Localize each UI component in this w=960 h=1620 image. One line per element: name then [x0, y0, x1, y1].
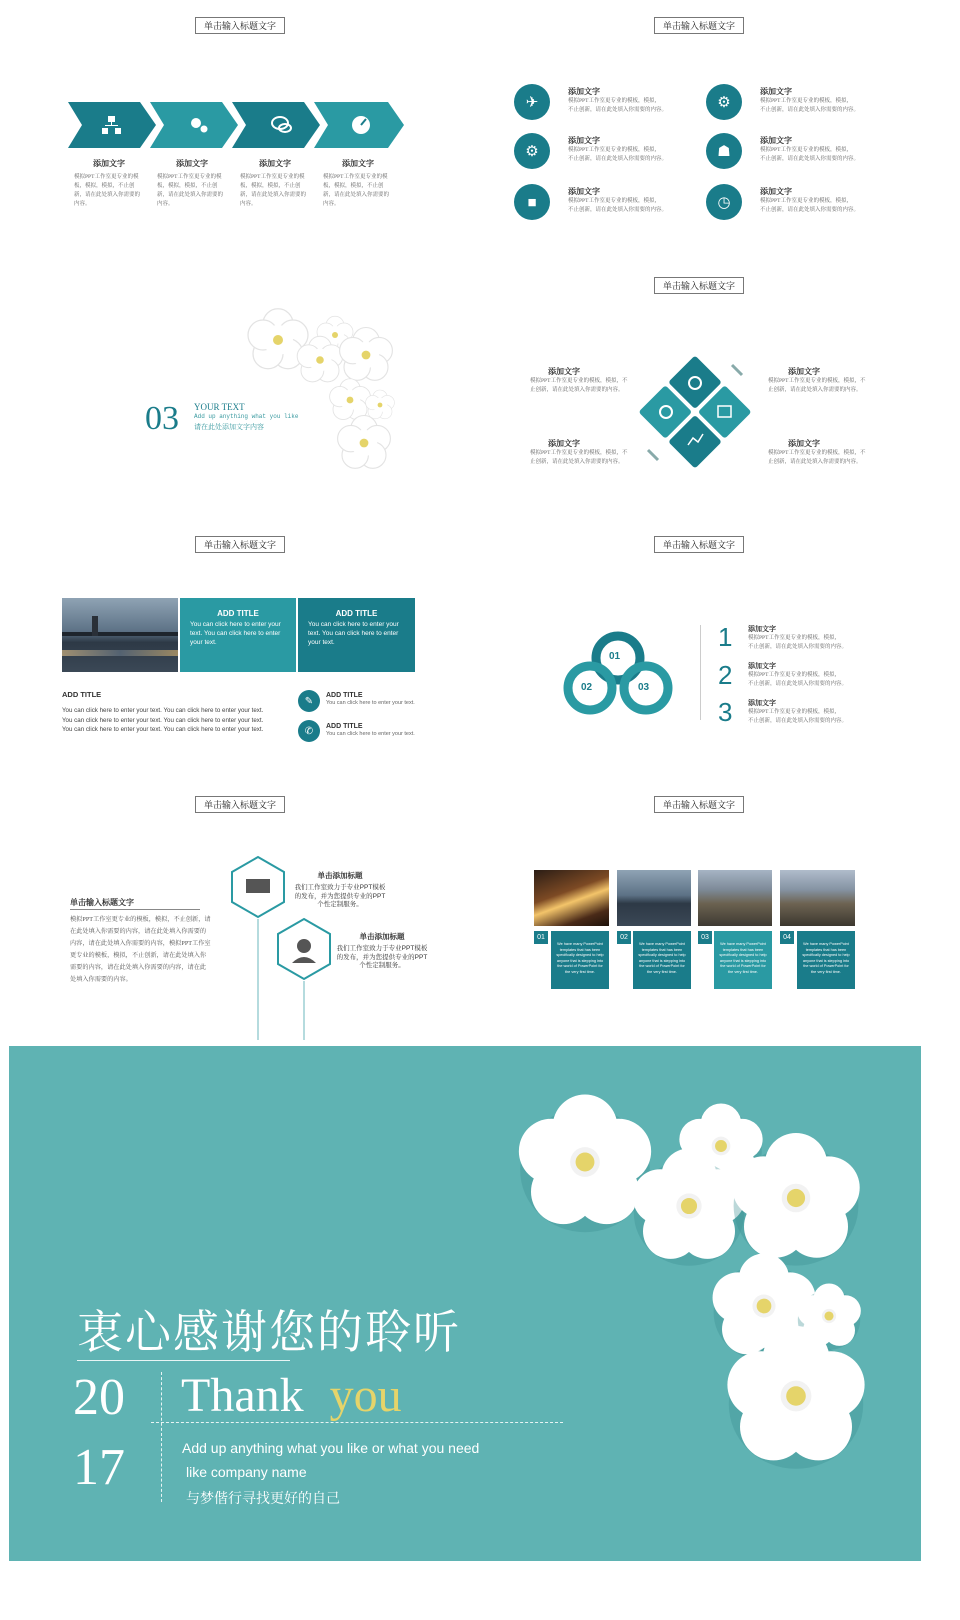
diamond-text-block [768, 366, 865, 395]
wrench-icon: ✎ [298, 690, 320, 712]
item-line: 模拟PPT工作室更专业的模板，模拟， [760, 98, 852, 104]
box-body: You can click here to enter your text. You can click here to enter your text. [190, 621, 281, 646]
item-line: 不止创新，请在此处填入你需要的内容。 [568, 207, 668, 213]
tagline-1: Add up anything what you like or what you need [182, 1440, 480, 1456]
item-heading: 添加文字 [748, 700, 776, 707]
item-line: 模拟PPT工作室更专业的模板，模拟，不 [768, 378, 866, 384]
title-box [180, 598, 296, 672]
item-body: 模拟PPT工作室更专业的模板，模拟，模拟，不止创新，请在此处填入你需要的内容。 [157, 174, 224, 207]
dashboard-icon [353, 116, 371, 134]
card-number: 02 [617, 931, 631, 944]
item-line: 止创新，请在此处填入你需要的内容。 [768, 459, 862, 465]
thank-you-slide [9, 1046, 921, 1561]
block-body: 我们工作室致力于专业PPT模板的发布，并为您提供专业的PPT个性定制服务。 [336, 945, 428, 969]
item-line: 止创新，请在此处填入你需要的内容。 [530, 387, 624, 393]
flower-cluster [240, 305, 410, 485]
icon-text-block [568, 186, 667, 215]
city-bridge-photo [62, 598, 178, 672]
slide-title-tag[interactable]: 单击输入标题文字 [195, 17, 285, 34]
side-title: ADD TITLE [326, 692, 363, 699]
diamond-text-block [530, 366, 627, 395]
item-heading: 添加文字 [760, 136, 792, 145]
item-heading: 添加文字 [548, 439, 580, 448]
phone-icon: ✆ [298, 720, 320, 742]
item-line: 不止创新，请在此处填入你需要的内容。 [568, 107, 668, 113]
list-number: 2 [718, 660, 733, 690]
city-skyline-photo [698, 870, 772, 926]
item-line: 模拟PPT工作室更专业的模板，模拟， [760, 198, 852, 204]
block-body: 我们工作室致力于专业PPT模板的发布，并为您提供专业的PPT个性定制服务。 [294, 884, 386, 908]
item-line: 不止创新，请在此处填入你需要的内容。 [568, 156, 668, 162]
item-heading: 添加文字 [788, 367, 820, 376]
year-top: 20 [73, 1369, 125, 1426]
item-line: 模拟PPT工作室更专业的模板，模拟，不 [530, 378, 628, 384]
main-body: You can click here to enter your text. You can click here to enter your text. You can click here to enter your text. You can click here to enter your text. You can click here to enter your text. You can click here to enter your text. [62, 707, 264, 733]
icon-text-block [760, 186, 859, 215]
chevron-text-block [240, 158, 310, 209]
item-line: 模拟PPT工作室更专业的模板，模拟，不 [530, 450, 628, 456]
section-subtitle-cn: 请在此处添加文字内容 [194, 423, 264, 431]
tagline-2: like company name [186, 1464, 307, 1480]
item-line: 不止创新，请在此处填入你需要的内容。 [748, 718, 848, 724]
chevron-text-block [74, 158, 144, 209]
plane-icon: ✈ [514, 84, 550, 120]
item-line: 模拟PPT工作室更专业的模板，模拟， [748, 709, 840, 715]
card-number: 03 [698, 931, 712, 944]
slide-title-tag[interactable]: 单击输入标题文字 [195, 536, 285, 553]
ring-label: 01 [609, 651, 621, 662]
chevron-text-block [157, 158, 227, 209]
ring-label: 02 [581, 682, 593, 693]
group-icon [292, 939, 316, 963]
box-body: You can click here to enter your text. You can click here to enter your text. [308, 621, 399, 646]
left-body: 模拟PPT工作室更专业的模板，模拟，不止创新，请在此处填入你需要的内容，请在此处填入你需要的内容，请在此处填入你需要的内容，模拟PPT工作室更专业的模板，模拟，不止创新，请在此处填入你需要的内容，请在此处填入你需要的内容，请在此处填入你需要的内容。 [70, 916, 211, 983]
diamond-text-block [530, 438, 627, 467]
block-title: 单击添加标题 [359, 932, 405, 941]
item-heading: 添加文字 [748, 663, 776, 670]
item-line: 模拟PPT工作室更专业的模板，模拟， [748, 635, 840, 641]
timer-icon: ◷ [706, 184, 742, 220]
box-title: ADD TITLE [335, 609, 378, 618]
thank-word: Thank [181, 1369, 304, 1422]
numbered-text-block [748, 661, 847, 689]
section-title: YOUR TEXT [194, 402, 245, 412]
city-bridge-photo [617, 870, 691, 926]
item-line: 模拟PPT工作室更专业的模板，模拟， [748, 672, 840, 678]
section-subtitle: Add up anything what you like [194, 413, 299, 420]
vertical-divider [161, 1372, 162, 1502]
org-chart-icon [104, 116, 122, 134]
slide-title-tag[interactable]: 单击输入标题文字 [195, 796, 285, 813]
diamond-text-block [768, 438, 865, 467]
main-title: ADD TITLE [62, 690, 102, 699]
chat-icon [272, 116, 290, 134]
tagline-3: 与梦偕行寻找更好的自己 [186, 1490, 340, 1506]
icon-text-block [568, 86, 667, 115]
chevron-icon-layer [68, 102, 408, 148]
card-number: 04 [780, 931, 794, 944]
computer-icon [246, 879, 270, 893]
left-title: 单击输入标题文字 [70, 898, 134, 907]
item-line: 模拟PPT工作室更专业的模板，模拟，不 [768, 450, 866, 456]
camera-icon: ■ [514, 184, 550, 220]
title-underline [70, 909, 200, 910]
item-heading: 添加文字 [568, 136, 600, 145]
year-bottom: 17 [73, 1439, 125, 1496]
numbered-text-block [748, 698, 847, 726]
thank-you-heading: 衷心感谢您的聆听 [77, 1307, 461, 1358]
ring-diagram [560, 628, 680, 720]
slide-title-tag[interactable]: 单击输入标题文字 [654, 536, 744, 553]
item-heading: 添加文字 [568, 187, 600, 196]
side-text-block [326, 723, 416, 738]
thank-you-text [181, 1368, 402, 1423]
item-body: 模拟PPT工作室更专业的模板，模拟，模拟，不止创新，请在此处填入你需要的内容。 [240, 174, 307, 207]
item-heading: 添加文字 [93, 159, 125, 168]
numbered-text-block [748, 624, 847, 652]
item-line: 不止创新，请在此处填入你需要的内容。 [760, 207, 860, 213]
list-number: 1 [718, 622, 733, 652]
item-line: 止创新，请在此处填入你需要的内容。 [530, 459, 624, 465]
block-title: 单击添加标题 [317, 871, 363, 880]
city-skyline-photo [780, 870, 855, 926]
item-heading: 添加文字 [760, 187, 792, 196]
item-line: 模拟PPT工作室更专业的模板，模拟， [568, 98, 660, 104]
gears-icon: ⚙ [706, 84, 742, 120]
icon-text-block [760, 86, 859, 115]
gears-icon: ⚙ [514, 133, 550, 169]
item-line: 不止创新，请在此处填入你需要的内容。 [748, 681, 848, 687]
chevron-text-block [323, 158, 393, 209]
item-heading: 添加文字 [342, 159, 374, 168]
divider [700, 625, 701, 720]
side-title: ADD TITLE [326, 723, 363, 730]
item-line: 止创新，请在此处填入你需要的内容。 [768, 387, 862, 393]
list-number: 3 [718, 697, 733, 727]
card-body: We have many PowerPoint templates that has been specifically designed to help anyone that is stepping into the world of PowerPoint for the very first time. [714, 931, 772, 989]
item-line: 模拟PPT工作室更专业的模板，模拟， [568, 198, 660, 204]
item-heading: 添加文字 [259, 159, 291, 168]
item-heading: 添加文字 [568, 87, 600, 96]
card-body: We have many PowerPoint templates that has been specifically designed to help anyone that is stepping into the world of PowerPoint for the very first time. [551, 931, 609, 989]
flower-cluster-large [499, 1076, 879, 1496]
item-line: 模拟PPT工作室更专业的模板，模拟， [760, 147, 852, 153]
gears-icon [188, 116, 206, 134]
you-word: you [329, 1369, 402, 1422]
item-body: 模拟PPT工作室更专业的模板，模拟，模拟，不止创新，请在此处填入你需要的内容。 [323, 174, 390, 207]
street-sunset-photo [534, 870, 609, 926]
ring-label: 03 [638, 682, 650, 693]
heading-underline [77, 1360, 290, 1361]
card-body: We have many PowerPoint templates that has been specifically designed to help anyone that is stepping into the world of PowerPoint for the very first time. [633, 931, 691, 989]
icon-text-block [760, 135, 859, 164]
item-line: 不止创新，请在此处填入你需要的内容。 [748, 644, 848, 650]
item-heading: 添加文字 [760, 87, 792, 96]
diamond-grid [630, 350, 760, 475]
slide-title-tag[interactable]: 单击输入标题文字 [654, 277, 744, 294]
slide-title-tag[interactable]: 单击输入标题文字 [654, 796, 744, 813]
item-line: 不止创新，请在此处填入你需要的内容。 [760, 156, 860, 162]
team-icon: ☗ [706, 133, 742, 169]
side-text-block [326, 692, 416, 707]
title-box [298, 598, 415, 672]
item-line: 不止创新，请在此处填入你需要的内容。 [760, 107, 860, 113]
side-body: You can click here to enter your text. [326, 700, 415, 706]
card-number: 01 [534, 931, 548, 944]
item-body: 模拟PPT工作室更专业的模板，模拟，模拟，不止创新，请在此处填入你需要的内容。 [74, 174, 141, 207]
item-line: 模拟PPT工作室更专业的模板，模拟， [568, 147, 660, 153]
item-heading: 添加文字 [748, 626, 776, 633]
box-title: ADD TITLE [217, 609, 259, 618]
hex-text-block [294, 870, 386, 910]
section-number: 03 [145, 400, 179, 437]
item-heading: 添加文字 [176, 159, 208, 168]
hex-text-block [336, 931, 428, 971]
side-body: You can click here to enter your text. [326, 731, 415, 737]
item-heading: 添加文字 [548, 367, 580, 376]
icon-text-block [568, 135, 667, 164]
slide-title-tag[interactable]: 单击输入标题文字 [654, 17, 744, 34]
item-heading: 添加文字 [788, 439, 820, 448]
card-body: We have many PowerPoint templates that has been specifically designed to help anyone that is stepping into the world of PowerPoint for the very first time. [797, 931, 855, 989]
